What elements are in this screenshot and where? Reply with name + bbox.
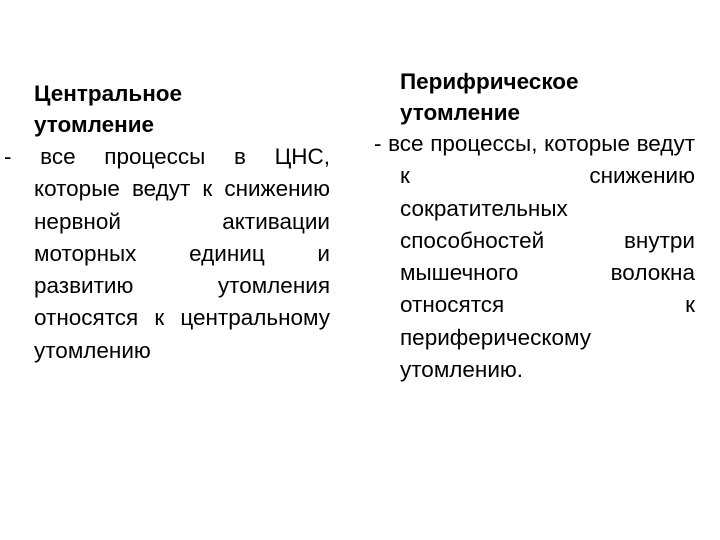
peripheral-fatigue-definition: - все процессы, которые ведут к снижению сократительных способностей внутри мышечного волокна относятся к периферическому утомлению.	[374, 131, 695, 383]
central-fatigue-title-line1: Центральное	[34, 81, 183, 106]
central-fatigue-title-line2: утомление	[34, 112, 155, 137]
central-fatigue-definition: - все процессы в ЦНС, которые ведут к снижению нервной активации моторных единиц и развитию утомления относятся к центральному утомлению	[4, 144, 330, 363]
peripheral-fatigue-title	[370, 66, 695, 128]
peripheral-fatigue-title-line1: Перифрическое	[400, 69, 579, 94]
central-fatigue-column	[0, 78, 330, 367]
peripheral-fatigue-column	[370, 66, 695, 386]
central-fatigue-title	[0, 78, 330, 140]
peripheral-fatigue-title-line2: утомление	[400, 100, 521, 125]
